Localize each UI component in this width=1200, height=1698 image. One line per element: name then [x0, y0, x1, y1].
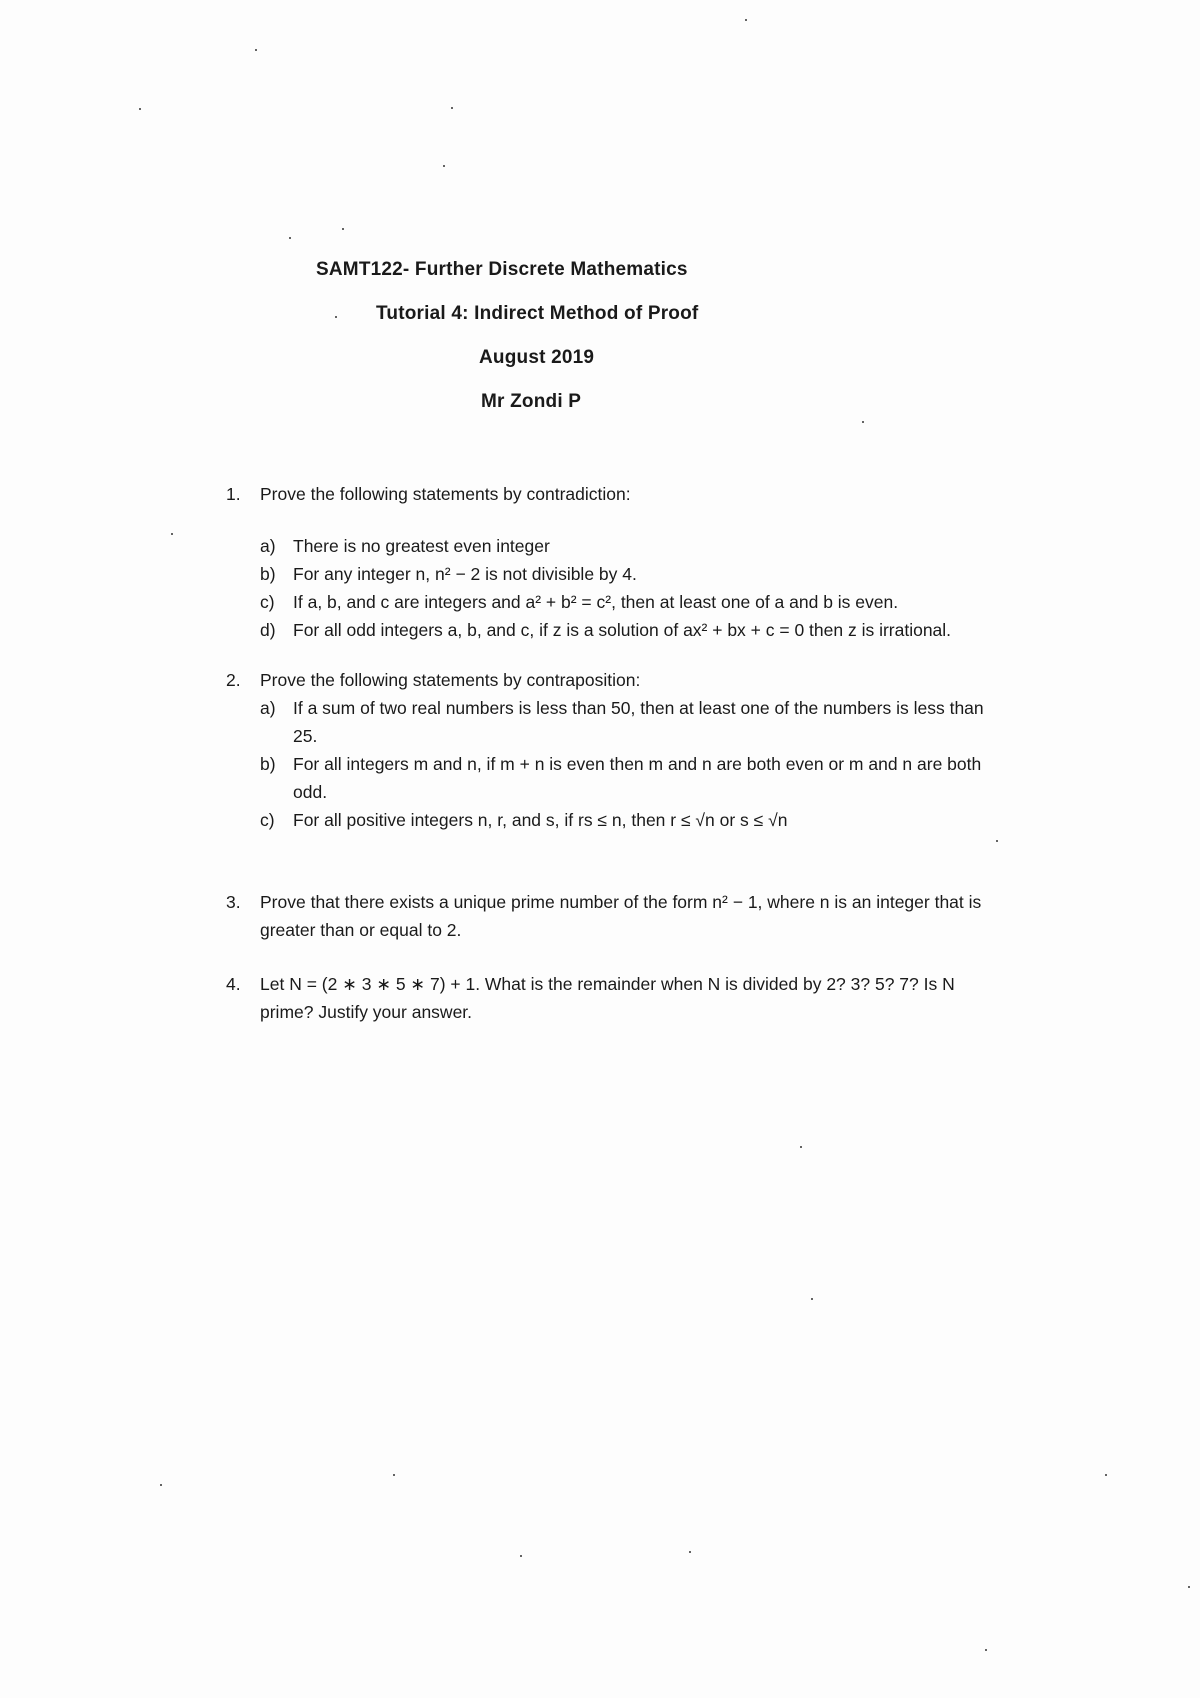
question-number: 2. — [226, 670, 241, 690]
question-2 — [224, 666, 1004, 834]
question-number: 3. — [226, 892, 241, 912]
scan-speck — [800, 1146, 802, 1148]
scan-speck — [160, 1484, 162, 1486]
sub-question-text: There is no greatest even integer — [293, 536, 550, 556]
scan-speck — [443, 165, 445, 167]
question-3 — [224, 888, 1004, 944]
sub-question-label: b) — [260, 564, 276, 584]
scan-speck — [139, 108, 141, 110]
tutorial-date: August 2019 — [479, 347, 595, 368]
question-number: 1. — [226, 484, 241, 504]
question-1 — [224, 480, 1004, 644]
sub-question-1d — [260, 616, 1004, 644]
scan-speck — [1105, 1474, 1107, 1476]
tutorial-title: Tutorial 4: Indirect Method of Proof — [376, 303, 699, 324]
lecturer-name: Mr Zondi P — [481, 391, 582, 412]
scan-speck — [520, 1555, 522, 1557]
scan-speck — [393, 1474, 395, 1476]
question-text: Let N = (2 ∗ 3 ∗ 5 ∗ 7) + 1. What is the remainder when N is divided by 2? 3? 5? 7? Is N prime? Justify your answer. — [260, 974, 955, 1022]
sub-question-text: For all odd integers a, b, and c, if z is a solution of ax² + bx + c = 0 then z is irrational. — [293, 620, 952, 640]
course-title: SAMT122- Further Discrete Mathematics — [316, 259, 688, 280]
sub-question-text: If a sum of two real numbers is less than 50, then at least one of the numbers is less than 25. — [293, 698, 984, 746]
sub-question-text: For any integer n, n² − 2 is not divisible by 4. — [293, 564, 637, 584]
sub-question-label: a) — [260, 536, 276, 556]
scan-speck — [745, 19, 747, 21]
sub-question-1b — [260, 560, 1004, 588]
scan-speck — [335, 316, 337, 318]
scan-speck — [689, 1551, 691, 1553]
scan-speck — [451, 107, 453, 109]
scan-speck — [255, 49, 257, 51]
sub-question-text: For all positive integers n, r, and s, if rs ≤ n, then r ≤ √n or s ≤ √n — [293, 810, 788, 830]
sub-question-text: If a, b, and c are integers and a² + b² = c², then at least one of a and b is even. — [293, 592, 899, 612]
sub-question-label: a) — [260, 698, 276, 718]
question-text: Prove the following statements by contradiction: — [260, 484, 631, 504]
sub-question-2b — [260, 750, 1004, 806]
sub-question-label: d) — [260, 620, 276, 640]
question-number: 4. — [226, 974, 241, 994]
scan-speck — [862, 421, 864, 423]
scan-speck — [1188, 1586, 1190, 1588]
question-text: Prove that there exists a unique prime number of the form n² − 1, where n is an integer that is greater than or equal to 2. — [260, 892, 982, 940]
sub-question-list — [260, 532, 1004, 644]
sub-question-label: c) — [260, 592, 275, 612]
sub-question-label: b) — [260, 754, 276, 774]
scan-speck — [289, 237, 291, 239]
scan-speck — [996, 840, 998, 842]
question-text: Prove the following statements by contraposition: — [260, 670, 641, 690]
sub-question-list — [260, 694, 1004, 834]
sub-question-1c — [260, 588, 1004, 616]
scan-speck — [811, 1298, 813, 1300]
question-4 — [224, 970, 1004, 1026]
scan-speck — [171, 533, 173, 535]
question-list — [224, 480, 1004, 1026]
sub-question-text: For all integers m and n, if m + n is even then m and n are both even or m and n are both odd. — [293, 754, 982, 802]
sub-question-2c — [260, 806, 1004, 834]
scan-speck — [985, 1649, 987, 1651]
sub-question-label: c) — [260, 810, 275, 830]
sub-question-2a — [260, 694, 1004, 750]
sub-question-1a — [260, 532, 1004, 560]
scan-speck — [342, 228, 344, 230]
